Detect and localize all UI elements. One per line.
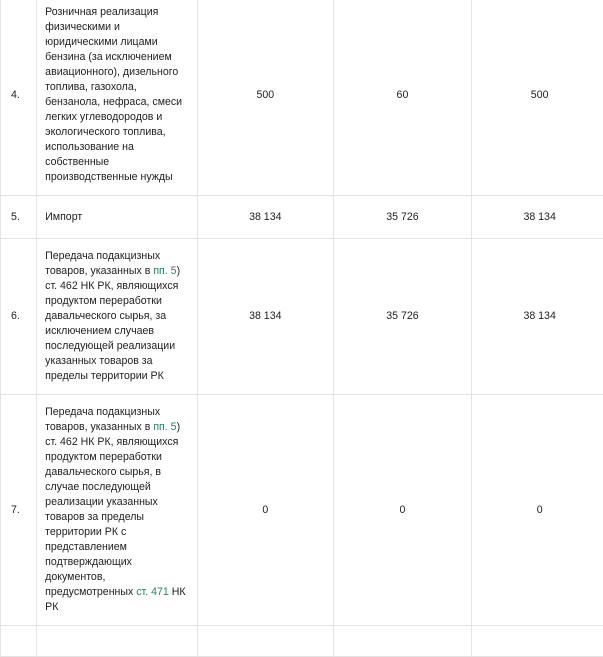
row-number [1,626,37,657]
row-description [37,239,198,395]
row-number: 6. [1,239,37,395]
row-number: 5. [1,196,37,239]
row-description-text: Передача подакцизных товаров, указанных в [45,406,160,433]
row-description [37,395,198,626]
table-row [1,0,603,196]
row-number: 7. [1,395,37,626]
table-row [1,196,603,239]
rate-value-2 [333,626,472,657]
row-description-text: Передача подакцизных товаров, указанных в [45,250,160,277]
row-description-text: ) ст. 462 НК РК, являющихся продуктом переработки давальческого сырья, в случае последующей реализации указанных товаров за пределы территории РК с представлением подтверждающих документов, предусмотренных [45,421,180,598]
rate-value-2: 35 726 [333,196,472,239]
table-row [1,395,603,626]
row-description-text: НК РК [45,586,185,613]
row-description: Розничная реализация физическими и юридическими лицами бензина (за исключением авиационного), дизельного топлива, газохола, бензанола, нефраса, смеси легких углеводородов и экологического топлива, использование на собственные производственные нужды [37,0,198,196]
table-row [1,239,603,395]
rate-value-2: 35 726 [333,239,472,395]
table-row [1,626,603,657]
row-description-text: ) ст. 462 НК РК, являющихся продуктом переработки давальческого сырья, за исключением случаев последующей реализации указанных товаров за пределы территории РК [45,265,180,382]
rate-value-1: 0 [197,395,333,626]
rate-value-3 [472,626,603,657]
article-link-pp5[interactable]: пп. 5 [153,265,176,277]
rate-value-1: 38 134 [197,239,333,395]
row-description: Импорт [37,196,198,239]
article-link-pp5[interactable]: пп. 5 [153,421,176,433]
row-description [37,626,198,657]
rate-value-1: 500 [197,0,333,196]
rate-value-1: 38 134 [197,196,333,239]
rate-value-1 [197,626,333,657]
article-link-st471[interactable]: ст. 471 [136,586,169,598]
rate-value-2: 0 [333,395,472,626]
rate-value-2: 60 [333,0,472,196]
rate-value-3: 38 134 [472,196,603,239]
rate-value-3: 0 [472,395,603,626]
rate-value-3: 38 134 [472,239,603,395]
rate-value-3: 500 [472,0,603,196]
row-number: 4. [1,0,37,196]
